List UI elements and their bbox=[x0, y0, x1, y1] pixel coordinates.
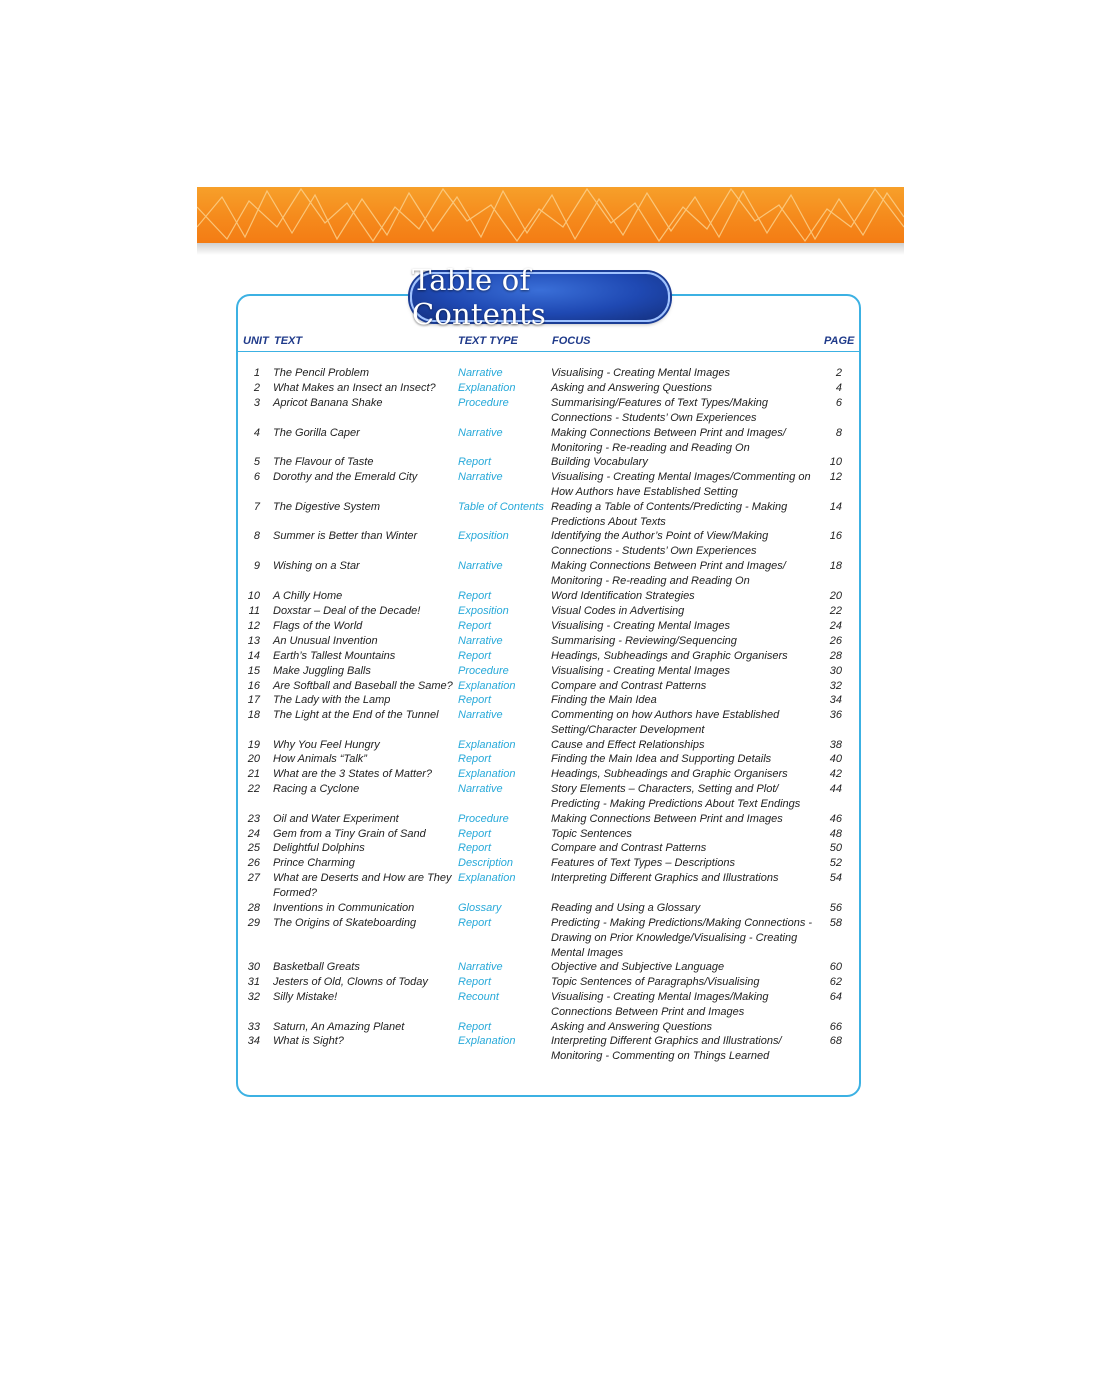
unit-number: 14 bbox=[247, 650, 260, 662]
page-number: 8 bbox=[835, 427, 842, 439]
table-row bbox=[0, 767, 1100, 782]
table-row bbox=[0, 500, 1100, 528]
page-number: 32 bbox=[829, 680, 842, 692]
text-type: Exposition bbox=[458, 530, 509, 542]
text-title: Delightful Dolphins bbox=[273, 842, 365, 854]
page-number: 34 bbox=[829, 694, 842, 706]
unit-number: 13 bbox=[247, 635, 260, 647]
table-row bbox=[0, 812, 1100, 827]
text-title: The Lady with the Lamp bbox=[273, 694, 391, 706]
page-title: Table of Contents bbox=[412, 263, 546, 331]
text-title: What are Deserts and How are They Formed? bbox=[273, 872, 452, 899]
focus-description: Commenting on how Authors have Established Setting/Character Development bbox=[551, 709, 780, 736]
unit-number: 10 bbox=[247, 590, 260, 602]
table-row bbox=[0, 455, 1100, 470]
table-row bbox=[0, 381, 1100, 396]
unit-number: 28 bbox=[247, 902, 260, 914]
text-title: The Digestive System bbox=[273, 501, 380, 513]
text-title: The Light at the End of the Tunnel bbox=[273, 709, 439, 721]
table-row bbox=[0, 990, 1100, 1018]
header-focus: FOCUS bbox=[552, 335, 591, 347]
text-type: Narrative bbox=[458, 635, 503, 647]
text-type: Explanation bbox=[458, 680, 516, 692]
page-number: 26 bbox=[829, 635, 842, 647]
text-type: Explanation bbox=[458, 1035, 516, 1047]
text-title: Jesters of Old, Clowns of Today bbox=[273, 976, 428, 988]
table-row bbox=[0, 470, 1100, 498]
text-title: The Flavour of Taste bbox=[273, 456, 374, 468]
unit-number: 6 bbox=[253, 471, 260, 483]
focus-description: Compare and Contrast Patterns bbox=[551, 842, 707, 854]
page-number: 16 bbox=[829, 530, 842, 542]
unit-number: 20 bbox=[247, 753, 260, 765]
page-number: 28 bbox=[829, 650, 842, 662]
focus-description: Visual Codes in Advertising bbox=[551, 605, 685, 617]
text-title: Saturn, An Amazing Planet bbox=[273, 1021, 405, 1033]
page-number: 18 bbox=[829, 560, 842, 572]
text-title: Are Softball and Baseball the Same? bbox=[273, 680, 453, 692]
focus-description: Interpreting Different Graphics and Illustrations/ Monitoring - Commenting on Things Learned bbox=[551, 1035, 782, 1062]
text-title: Why You Feel Hungry bbox=[273, 739, 380, 751]
text-type: Report bbox=[458, 1021, 492, 1033]
focus-description: Headings, Subheadings and Graphic Organisers bbox=[551, 768, 788, 780]
text-type: Report bbox=[458, 842, 492, 854]
text-type: Explanation bbox=[458, 768, 516, 780]
focus-description: Visualising - Creating Mental Images/Commenting on How Authors have Established Setting bbox=[551, 471, 811, 498]
page-number: 30 bbox=[829, 665, 842, 677]
unit-number: 15 bbox=[247, 665, 260, 677]
unit-number: 18 bbox=[247, 709, 260, 721]
page-number: 56 bbox=[829, 902, 842, 914]
focus-description: Visualising - Creating Mental Images bbox=[551, 367, 730, 379]
table-row bbox=[0, 529, 1100, 557]
table-row bbox=[0, 1020, 1100, 1035]
text-title: Racing a Cyclone bbox=[273, 783, 360, 795]
page-number: 2 bbox=[835, 367, 842, 379]
focus-description: Finding the Main Idea bbox=[551, 694, 657, 706]
focus-description: Visualising - Creating Mental Images bbox=[551, 620, 730, 632]
table-row bbox=[0, 634, 1100, 649]
text-type: Report bbox=[458, 620, 492, 632]
page-number: 10 bbox=[829, 456, 842, 468]
text-title: The Pencil Problem bbox=[273, 367, 369, 379]
unit-number: 21 bbox=[247, 768, 260, 780]
table-row bbox=[0, 664, 1100, 679]
text-title: How Animals “Talk” bbox=[273, 753, 367, 765]
table-row bbox=[0, 604, 1100, 619]
focus-description: Features of Text Types – Descriptions bbox=[551, 857, 736, 869]
focus-description: Asking and Answering Questions bbox=[551, 382, 713, 394]
page-number: 44 bbox=[829, 783, 842, 795]
banner-shadow bbox=[197, 243, 904, 255]
unit-number: 23 bbox=[247, 813, 260, 825]
text-type: Report bbox=[458, 753, 492, 765]
focus-description: Asking and Answering Questions bbox=[551, 1021, 713, 1033]
header-text-type: TEXT TYPE bbox=[458, 335, 518, 347]
table-row bbox=[0, 960, 1100, 975]
text-type: Explanation bbox=[458, 739, 516, 751]
text-type: Narrative bbox=[458, 783, 503, 795]
text-type: Report bbox=[458, 976, 492, 988]
unit-number: 19 bbox=[247, 739, 260, 751]
focus-description: Visualising - Creating Mental Images/Making Connections Between Print and Images bbox=[551, 991, 769, 1018]
text-title: Wishing on a Star bbox=[273, 560, 360, 572]
page-number: 20 bbox=[829, 590, 842, 602]
table-row bbox=[0, 366, 1100, 381]
text-title: Apricot Banana Shake bbox=[273, 397, 383, 409]
page-number: 62 bbox=[829, 976, 842, 988]
page-number: 46 bbox=[829, 813, 842, 825]
text-title: Flags of the World bbox=[273, 620, 363, 632]
focus-description: Interpreting Different Graphics and Illustrations bbox=[551, 872, 779, 884]
table-row bbox=[0, 856, 1100, 871]
text-type: Explanation bbox=[458, 382, 516, 394]
table-row bbox=[0, 738, 1100, 753]
page-number: 60 bbox=[829, 961, 842, 973]
unit-number: 33 bbox=[247, 1021, 260, 1033]
unit-number: 3 bbox=[253, 397, 260, 409]
unit-number: 9 bbox=[253, 560, 260, 572]
unit-number: 16 bbox=[247, 680, 260, 692]
text-type: Narrative bbox=[458, 961, 503, 973]
text-title: Prince Charming bbox=[273, 857, 355, 869]
unit-number: 12 bbox=[247, 620, 260, 632]
text-title: Silly Mistake! bbox=[273, 991, 338, 1003]
text-type: Report bbox=[458, 694, 492, 706]
table-row bbox=[0, 841, 1100, 856]
page-number: 48 bbox=[829, 828, 842, 840]
text-title: What are the 3 States of Matter? bbox=[273, 768, 432, 780]
unit-number: 30 bbox=[247, 961, 260, 973]
page-number: 36 bbox=[829, 709, 842, 721]
page-number: 52 bbox=[829, 857, 842, 869]
header-divider bbox=[238, 351, 859, 352]
page-number: 54 bbox=[829, 872, 842, 884]
table-row bbox=[0, 559, 1100, 587]
header-text: TEXT bbox=[274, 335, 303, 347]
text-type: Procedure bbox=[458, 665, 509, 677]
text-type: Procedure bbox=[458, 813, 509, 825]
table-row bbox=[0, 649, 1100, 664]
focus-description: Summarising/Features of Text Types/Making Connections - Students’ Own Experiences bbox=[551, 397, 769, 424]
text-type: Report bbox=[458, 650, 492, 662]
text-type: Narrative bbox=[458, 471, 503, 483]
page-number: 66 bbox=[829, 1021, 842, 1033]
unit-number: 8 bbox=[253, 530, 260, 542]
text-title: Doxstar – Deal of the Decade! bbox=[273, 605, 421, 617]
decorative-banner bbox=[197, 187, 904, 243]
text-title: Gem from a Tiny Grain of Sand bbox=[273, 828, 426, 840]
text-type: Exposition bbox=[458, 605, 509, 617]
page-number: 14 bbox=[829, 501, 842, 513]
text-type: Narrative bbox=[458, 367, 503, 379]
text-type: Procedure bbox=[458, 397, 509, 409]
focus-description: Making Connections Between Print and Images/ Monitoring - Re-reading and Reading On bbox=[551, 560, 786, 587]
table-row bbox=[0, 679, 1100, 694]
focus-description: Visualising - Creating Mental Images bbox=[551, 665, 730, 677]
page-number: 22 bbox=[829, 605, 842, 617]
page-number: 42 bbox=[829, 768, 842, 780]
text-type: Report bbox=[458, 590, 492, 602]
text-type: Narrative bbox=[458, 427, 503, 439]
unit-number: 34 bbox=[247, 1035, 260, 1047]
table-row bbox=[0, 752, 1100, 767]
focus-description: Headings, Subheadings and Graphic Organisers bbox=[551, 650, 788, 662]
text-title: The Gorilla Caper bbox=[273, 427, 360, 439]
page-number: 40 bbox=[829, 753, 842, 765]
unit-number: 32 bbox=[247, 991, 260, 1003]
page-number: 58 bbox=[829, 917, 842, 929]
focus-description: Making Connections Between Print and Images bbox=[551, 813, 783, 825]
focus-description: Word Identification Strategies bbox=[551, 590, 695, 602]
unit-number: 1 bbox=[253, 367, 260, 379]
focus-description: Summarising - Reviewing/Sequencing bbox=[551, 635, 737, 647]
focus-description: Predicting - Making Predictions/Making Connections - Drawing on Prior Knowledge/Visualising - Creating Mental Images bbox=[551, 917, 813, 959]
unit-number: 27 bbox=[247, 872, 260, 884]
text-type: Description bbox=[458, 857, 514, 869]
focus-description: Building Vocabulary bbox=[551, 456, 648, 468]
focus-description: Compare and Contrast Patterns bbox=[551, 680, 707, 692]
text-title: The Origins of Skateboarding bbox=[273, 917, 417, 929]
table-row bbox=[0, 901, 1100, 916]
focus-description: Cause and Effect Relationships bbox=[551, 739, 705, 751]
text-type: Narrative bbox=[458, 560, 503, 572]
text-title: What Makes an Insect an Insect? bbox=[273, 382, 436, 394]
unit-number: 11 bbox=[248, 605, 260, 617]
page-number: 64 bbox=[829, 991, 842, 1003]
text-type: Report bbox=[458, 456, 492, 468]
table-row bbox=[0, 708, 1100, 736]
page-number: 68 bbox=[829, 1035, 842, 1047]
unit-number: 29 bbox=[247, 917, 260, 929]
text-type: Recount bbox=[458, 991, 499, 1003]
text-title: Dorothy and the Emerald City bbox=[273, 471, 418, 483]
text-type: Narrative bbox=[458, 709, 503, 721]
text-title: What is Sight? bbox=[273, 1035, 344, 1047]
focus-description: Reading a Table of Contents/Predicting - Making Predictions About Texts bbox=[551, 501, 788, 528]
header-unit: UNIT bbox=[243, 335, 269, 347]
text-type: Report bbox=[458, 917, 492, 929]
table-row bbox=[0, 589, 1100, 604]
table-row bbox=[0, 975, 1100, 990]
page-number: 24 bbox=[829, 620, 842, 632]
text-title: Inventions in Communication bbox=[273, 902, 415, 914]
table-row bbox=[0, 426, 1100, 454]
unit-number: 2 bbox=[253, 382, 260, 394]
table-row bbox=[0, 1034, 1100, 1062]
table-row bbox=[0, 619, 1100, 634]
text-type: Explanation bbox=[458, 872, 516, 884]
table-row bbox=[0, 693, 1100, 708]
text-type: Glossary bbox=[458, 902, 502, 914]
title-badge bbox=[410, 263, 670, 331]
unit-number: 31 bbox=[247, 976, 260, 988]
focus-description: Finding the Main Idea and Supporting Details bbox=[551, 753, 772, 765]
text-title: Basketball Greats bbox=[273, 961, 360, 973]
focus-description: Story Elements – Characters, Setting and Plot/ Predicting - Making Predictions About Text Endings bbox=[551, 783, 801, 810]
unit-number: 24 bbox=[247, 828, 260, 840]
text-title: Earth’s Tallest Mountains bbox=[273, 650, 396, 662]
text-title: Oil and Water Experiment bbox=[273, 813, 399, 825]
page-number: 4 bbox=[835, 382, 842, 394]
text-title: A Chilly Home bbox=[273, 590, 343, 602]
unit-number: 17 bbox=[247, 694, 260, 706]
table-row bbox=[0, 827, 1100, 842]
header-page: PAGE bbox=[824, 335, 855, 347]
page-number: 12 bbox=[829, 471, 842, 483]
table-row bbox=[0, 916, 1100, 959]
text-title: An Unusual Invention bbox=[273, 635, 378, 647]
unit-number: 4 bbox=[253, 427, 260, 439]
unit-number: 25 bbox=[247, 842, 260, 854]
unit-number: 22 bbox=[247, 783, 260, 795]
focus-description: Topic Sentences bbox=[551, 828, 632, 840]
focus-description: Topic Sentences of Paragraphs/Visualising bbox=[551, 976, 760, 988]
focus-description: Objective and Subjective Language bbox=[551, 961, 725, 973]
text-title: Make Juggling Balls bbox=[273, 665, 371, 677]
text-title: Summer is Better than Winter bbox=[273, 530, 418, 542]
focus-description: Reading and Using a Glossary bbox=[551, 902, 701, 914]
unit-number: 7 bbox=[253, 501, 260, 513]
page-number: 50 bbox=[829, 842, 842, 854]
focus-description: Identifying the Author’s Point of View/Making Connections - Students’ Own Experiences bbox=[551, 530, 769, 557]
zigzag-pattern-icon bbox=[197, 187, 904, 243]
table-row bbox=[0, 871, 1100, 899]
unit-number: 5 bbox=[253, 456, 260, 468]
table-row bbox=[0, 396, 1100, 424]
text-type: Report bbox=[458, 828, 492, 840]
focus-description: Making Connections Between Print and Images/ Monitoring - Re-reading and Reading On bbox=[551, 427, 786, 454]
page-number: 6 bbox=[835, 397, 842, 409]
page-number: 38 bbox=[829, 739, 842, 751]
text-type: Table of Contents bbox=[458, 501, 544, 513]
unit-number: 26 bbox=[247, 857, 260, 869]
table-row bbox=[0, 782, 1100, 810]
